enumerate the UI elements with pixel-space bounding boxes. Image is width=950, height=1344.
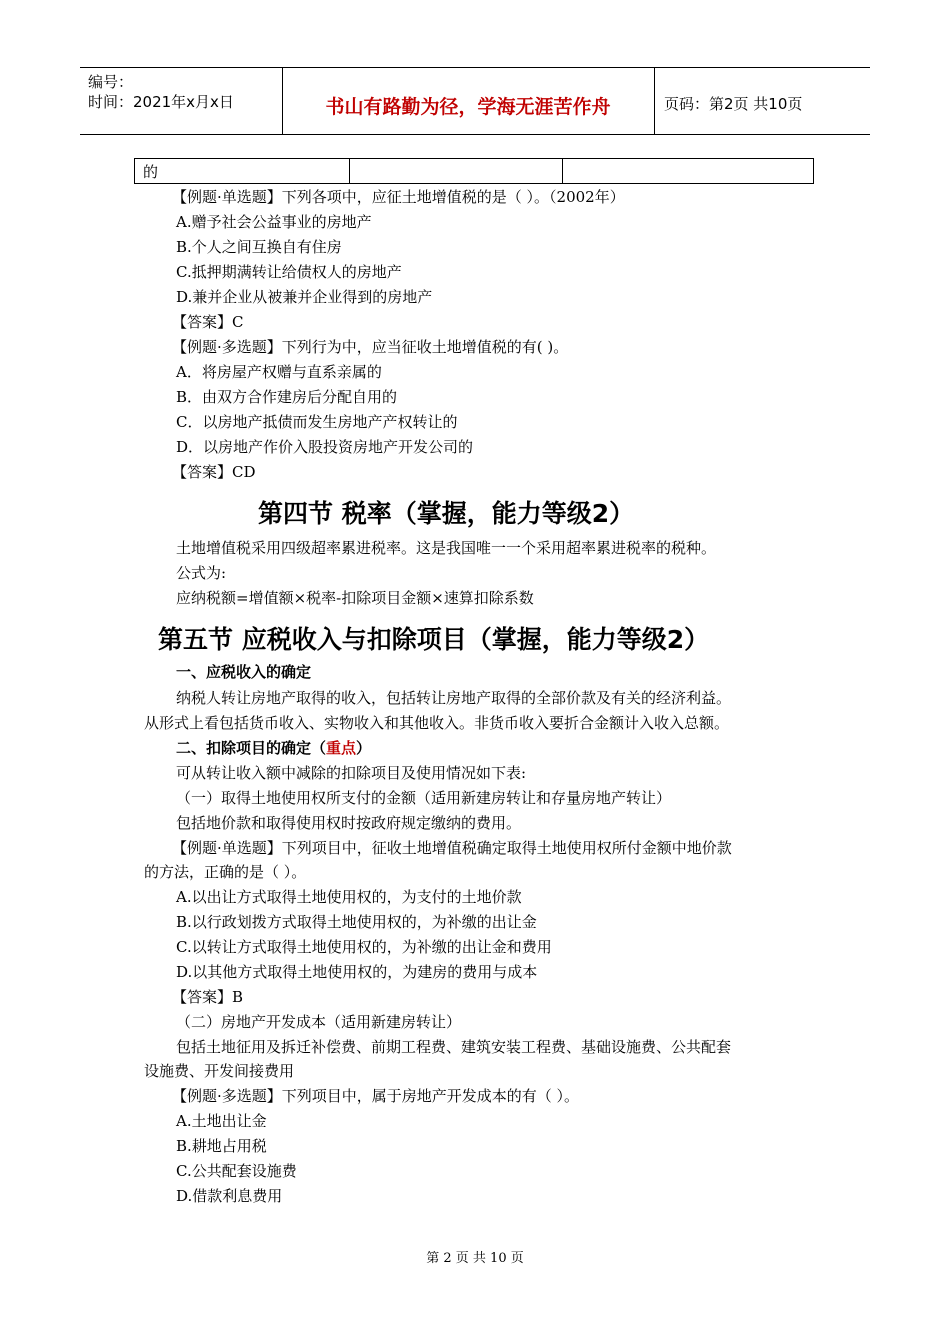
option-d: D.借款利息费用 (176, 1187, 283, 1205)
option-c: C.以转让方式取得土地使用权的，为补缴的出让金和费用 (176, 938, 552, 956)
paragraph: 从形式上看包括货币收入、实物收入和其他收入。非货币收入要折合金额计入收入总额。 (144, 714, 730, 732)
question-stem: 【例题·多选题】下列行为中，应当征收土地增值税的有( )。 (172, 338, 569, 356)
paragraph: 可从转让收入额中减除的扣除项目及使用情况如下表: (176, 764, 527, 782)
item-heading: （一）取得土地使用权所支付的金额（适用新建房转让和存量房地产转让） (176, 789, 672, 807)
option-c: C.抵押期满转让给债权人的房地产 (176, 263, 402, 281)
paragraph: 土地增值税采用四级超率累进税率。这是我国唯一一个采用超率累进税率的税种。 (176, 539, 717, 557)
option-a: A.土地出让金 (176, 1112, 267, 1130)
formula: 应纳税额=增值额×税率-扣除项目金额×速算扣除系数 (176, 589, 534, 607)
option-d: D.兼并企业从被兼并企业得到的房地产 (176, 288, 433, 306)
header-divider-right (654, 67, 655, 135)
option-b: B.以行政划拨方式取得土地使用权的，为补缴的出让金 (176, 913, 537, 931)
table-col-divider (562, 159, 563, 183)
paragraph: 纳税人转让房地产取得的收入，包括转让房地产取得的全部价款及有关的经济利益。 (176, 689, 732, 707)
option-d: D.以其他方式取得土地使用权的，为建房的费用与成本 (176, 963, 538, 981)
section-5-title: 第五节 应税收入与扣除项目（掌握，能力等级2） (158, 625, 710, 654)
question-stem: 【例题·单选题】下列项目中，征收土地增值税确定取得土地使用权所付金额中地价款 (172, 839, 732, 857)
serial-label: 编号： (88, 73, 134, 91)
paragraph: 公式为: (176, 564, 227, 582)
item-description: 包括地价款和取得使用权时按政府规定缴纳的费用。 (176, 814, 522, 832)
option-a: A.以出让方式取得土地使用权的，为支付的土地价款 (176, 888, 522, 906)
option-b: B．由双方合作建房后分配自用的 (176, 388, 398, 406)
subheading-text: 二、扣除项目的确定（ (176, 739, 327, 757)
item-description-cont: 设施费、开发间接费用 (144, 1062, 295, 1080)
item-description: 包括土地征用及拆迁补偿费、前期工程费、建筑安装工程费、基础设施费、公共配套 (176, 1038, 732, 1056)
option-a: A．将房屋产权赠与直系亲属的 (176, 363, 382, 381)
date-label: 时间：2021年x月x日 (88, 93, 234, 111)
header-meta (88, 72, 234, 112)
question-stem: 【例题·多选题】下列项目中，属于房地产开发成本的有（ ）。 (172, 1087, 580, 1105)
option-d: D．以房地产作价入股投资房地产开发公司的 (176, 438, 474, 456)
table-cell: 的 (143, 163, 159, 181)
question-stem: 【例题·单选题】下列各项中，应征土地增值税的是（ ）。（2002年） (172, 188, 625, 206)
item-heading: （二）房地产开发成本（适用新建房转让） (176, 1013, 462, 1031)
header-bottom-rule (80, 134, 870, 135)
table-col-divider (349, 159, 350, 183)
header-top-rule (80, 67, 870, 68)
option-c: C．以房地产抵债而发生房地产产权转让的 (176, 413, 458, 431)
subheading-deductions (176, 738, 371, 758)
option-b: B.个人之间互换自有住房 (176, 238, 342, 256)
question-stem-cont: 的方法，正确的是（ ）。 (144, 863, 307, 881)
answer: 【答案】CD (172, 463, 256, 481)
subheading-income: 一、应税收入的确定 (176, 663, 312, 681)
answer: 【答案】B (172, 988, 244, 1006)
header-page-info: 页码：第2页 共10页 (664, 95, 803, 113)
key-point-label: 重点 (326, 739, 357, 757)
table-fragment (134, 158, 814, 184)
option-c: C.公共配套设施费 (176, 1162, 297, 1180)
option-a: A.赠予社会公益事业的房地产 (176, 213, 372, 231)
option-b: B.耕地占用税 (176, 1137, 267, 1155)
subheading-close: ） (356, 739, 372, 757)
answer: 【答案】C (172, 313, 244, 331)
page-footer: 第 2 页 共 10 页 (426, 1251, 524, 1266)
section-4-title: 第四节 税率（掌握，能力等级2） (258, 499, 635, 528)
header-motto: 书山有路勤为径，学海无涯苦作舟 (325, 96, 611, 118)
